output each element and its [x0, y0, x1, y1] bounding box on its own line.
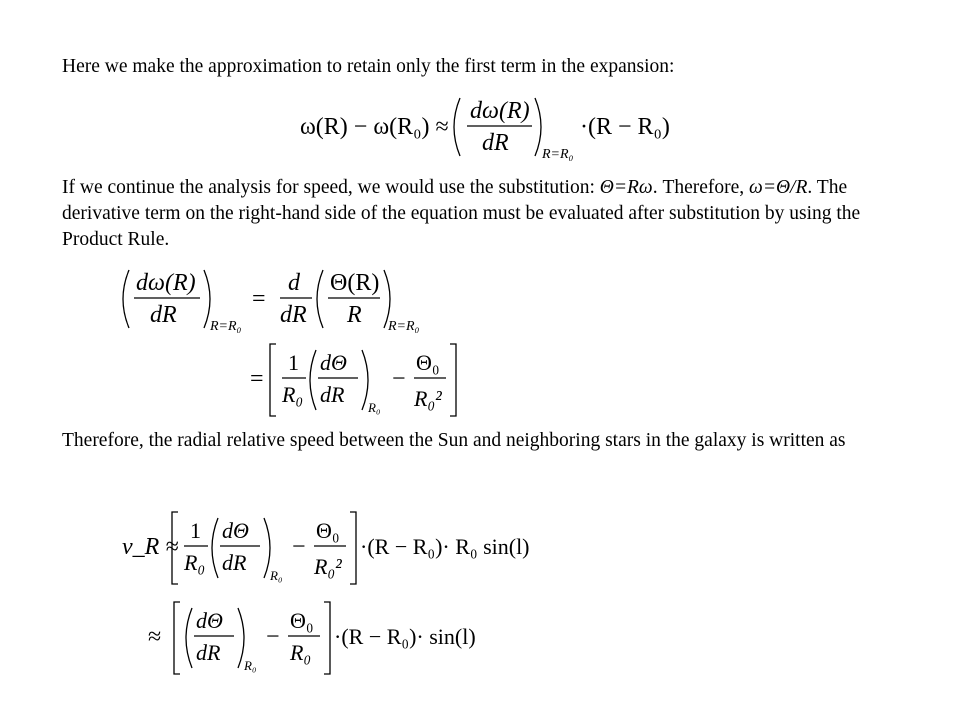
eq1-frac-numerator: dω(R)	[470, 98, 530, 124]
eq3-one: 1	[190, 518, 201, 543]
eq3b-tail: ·(R − R₀)· sin(l)	[334, 624, 476, 649]
eq2b-minus: −	[392, 366, 406, 392]
para2-part1: If we continue the analysis for speed, we would use the substitution:	[62, 177, 600, 198]
eq2-eval-subscript: R=R₀	[210, 319, 242, 334]
eq2-d-denominator: dR	[280, 302, 307, 328]
equation-radial-speed-line2	[148, 598, 508, 678]
eq3-r0-squared: R₀²	[314, 554, 342, 579]
eq3b-r0: R₀	[290, 640, 312, 665]
eq3b-theta0: Θ₀	[290, 608, 314, 633]
eq1-lhs: ω(R) − ω(R₀) ≈	[300, 114, 449, 140]
eq1-rhs: ·(R − R₀)	[580, 114, 670, 140]
eq2b-theta0: Θ₀	[416, 350, 440, 375]
paragraph-intro: Here we make the approximation to retain only the first term in the expansion:	[62, 56, 675, 77]
eq2b-eval-subscript: R₀	[368, 400, 381, 415]
eq3b-eval-subscript: R₀	[244, 658, 257, 673]
eq3-tail: ·(R − R₀)· R₀ sin(l)	[360, 534, 530, 559]
eq2b-r0: R₀	[282, 382, 304, 407]
eq2-inner-denominator: R	[347, 302, 362, 328]
para2-substitution-omega: ω=Θ/R	[749, 177, 808, 198]
eq2b-r0-squared: R₀²	[414, 386, 442, 411]
eq2-frac-denominator: dR	[150, 302, 177, 328]
eq3b-minus: −	[266, 624, 280, 650]
equation-product-rule-line1	[120, 266, 440, 336]
eq3-eval-subscript: R₀	[270, 568, 283, 583]
eq2-d-numerator: d	[288, 270, 300, 296]
equation-radial-speed-line1	[122, 508, 562, 588]
eq2b-one: 1	[288, 350, 299, 375]
para2-part3: . The derivative term on the right-hand side of the equation must be evaluated after substitution by using the Product Rule.	[62, 177, 861, 250]
eq2-frac-numerator: dω(R)	[136, 270, 196, 296]
paragraph-substitution	[62, 175, 922, 253]
eq3-dtheta-denominator: dR	[222, 550, 247, 575]
equation-omega-approximation	[300, 90, 690, 165]
eq3-dtheta-numerator: dΘ	[222, 518, 249, 543]
eq1-frac-denominator: dR	[482, 130, 509, 156]
para2-part2: . Therefore,	[652, 177, 750, 198]
eq3-r0: R₀	[184, 550, 206, 575]
eq2b-equals: =	[250, 366, 264, 392]
equation-product-rule-line2	[250, 340, 470, 420]
eq2-equals: =	[252, 286, 266, 312]
eq2b-dtheta-numerator: dΘ	[320, 350, 347, 375]
eq3b-dtheta-denominator: dR	[196, 640, 221, 665]
paragraph-radial-speed: Therefore, the radial relative speed between the Sun and neighboring stars in the galaxy is written as	[62, 430, 846, 451]
eq3b-dtheta-numerator: dΘ	[196, 608, 223, 633]
eq3-vr: v_R ≈	[122, 534, 179, 560]
eq2b-dtheta-denominator: dR	[320, 382, 345, 407]
eq3-theta0: Θ₀	[316, 518, 340, 543]
eq1-eval-subscript: R=R₀	[542, 147, 574, 162]
eq3b-approx: ≈	[148, 624, 162, 650]
para2-substitution-theta: Θ=Rω	[599, 177, 653, 198]
eq2-inner-numerator: Θ(R)	[330, 270, 380, 296]
eq3-minus: −	[292, 534, 306, 560]
eq2-eval2-subscript: R=R₀	[388, 319, 420, 334]
